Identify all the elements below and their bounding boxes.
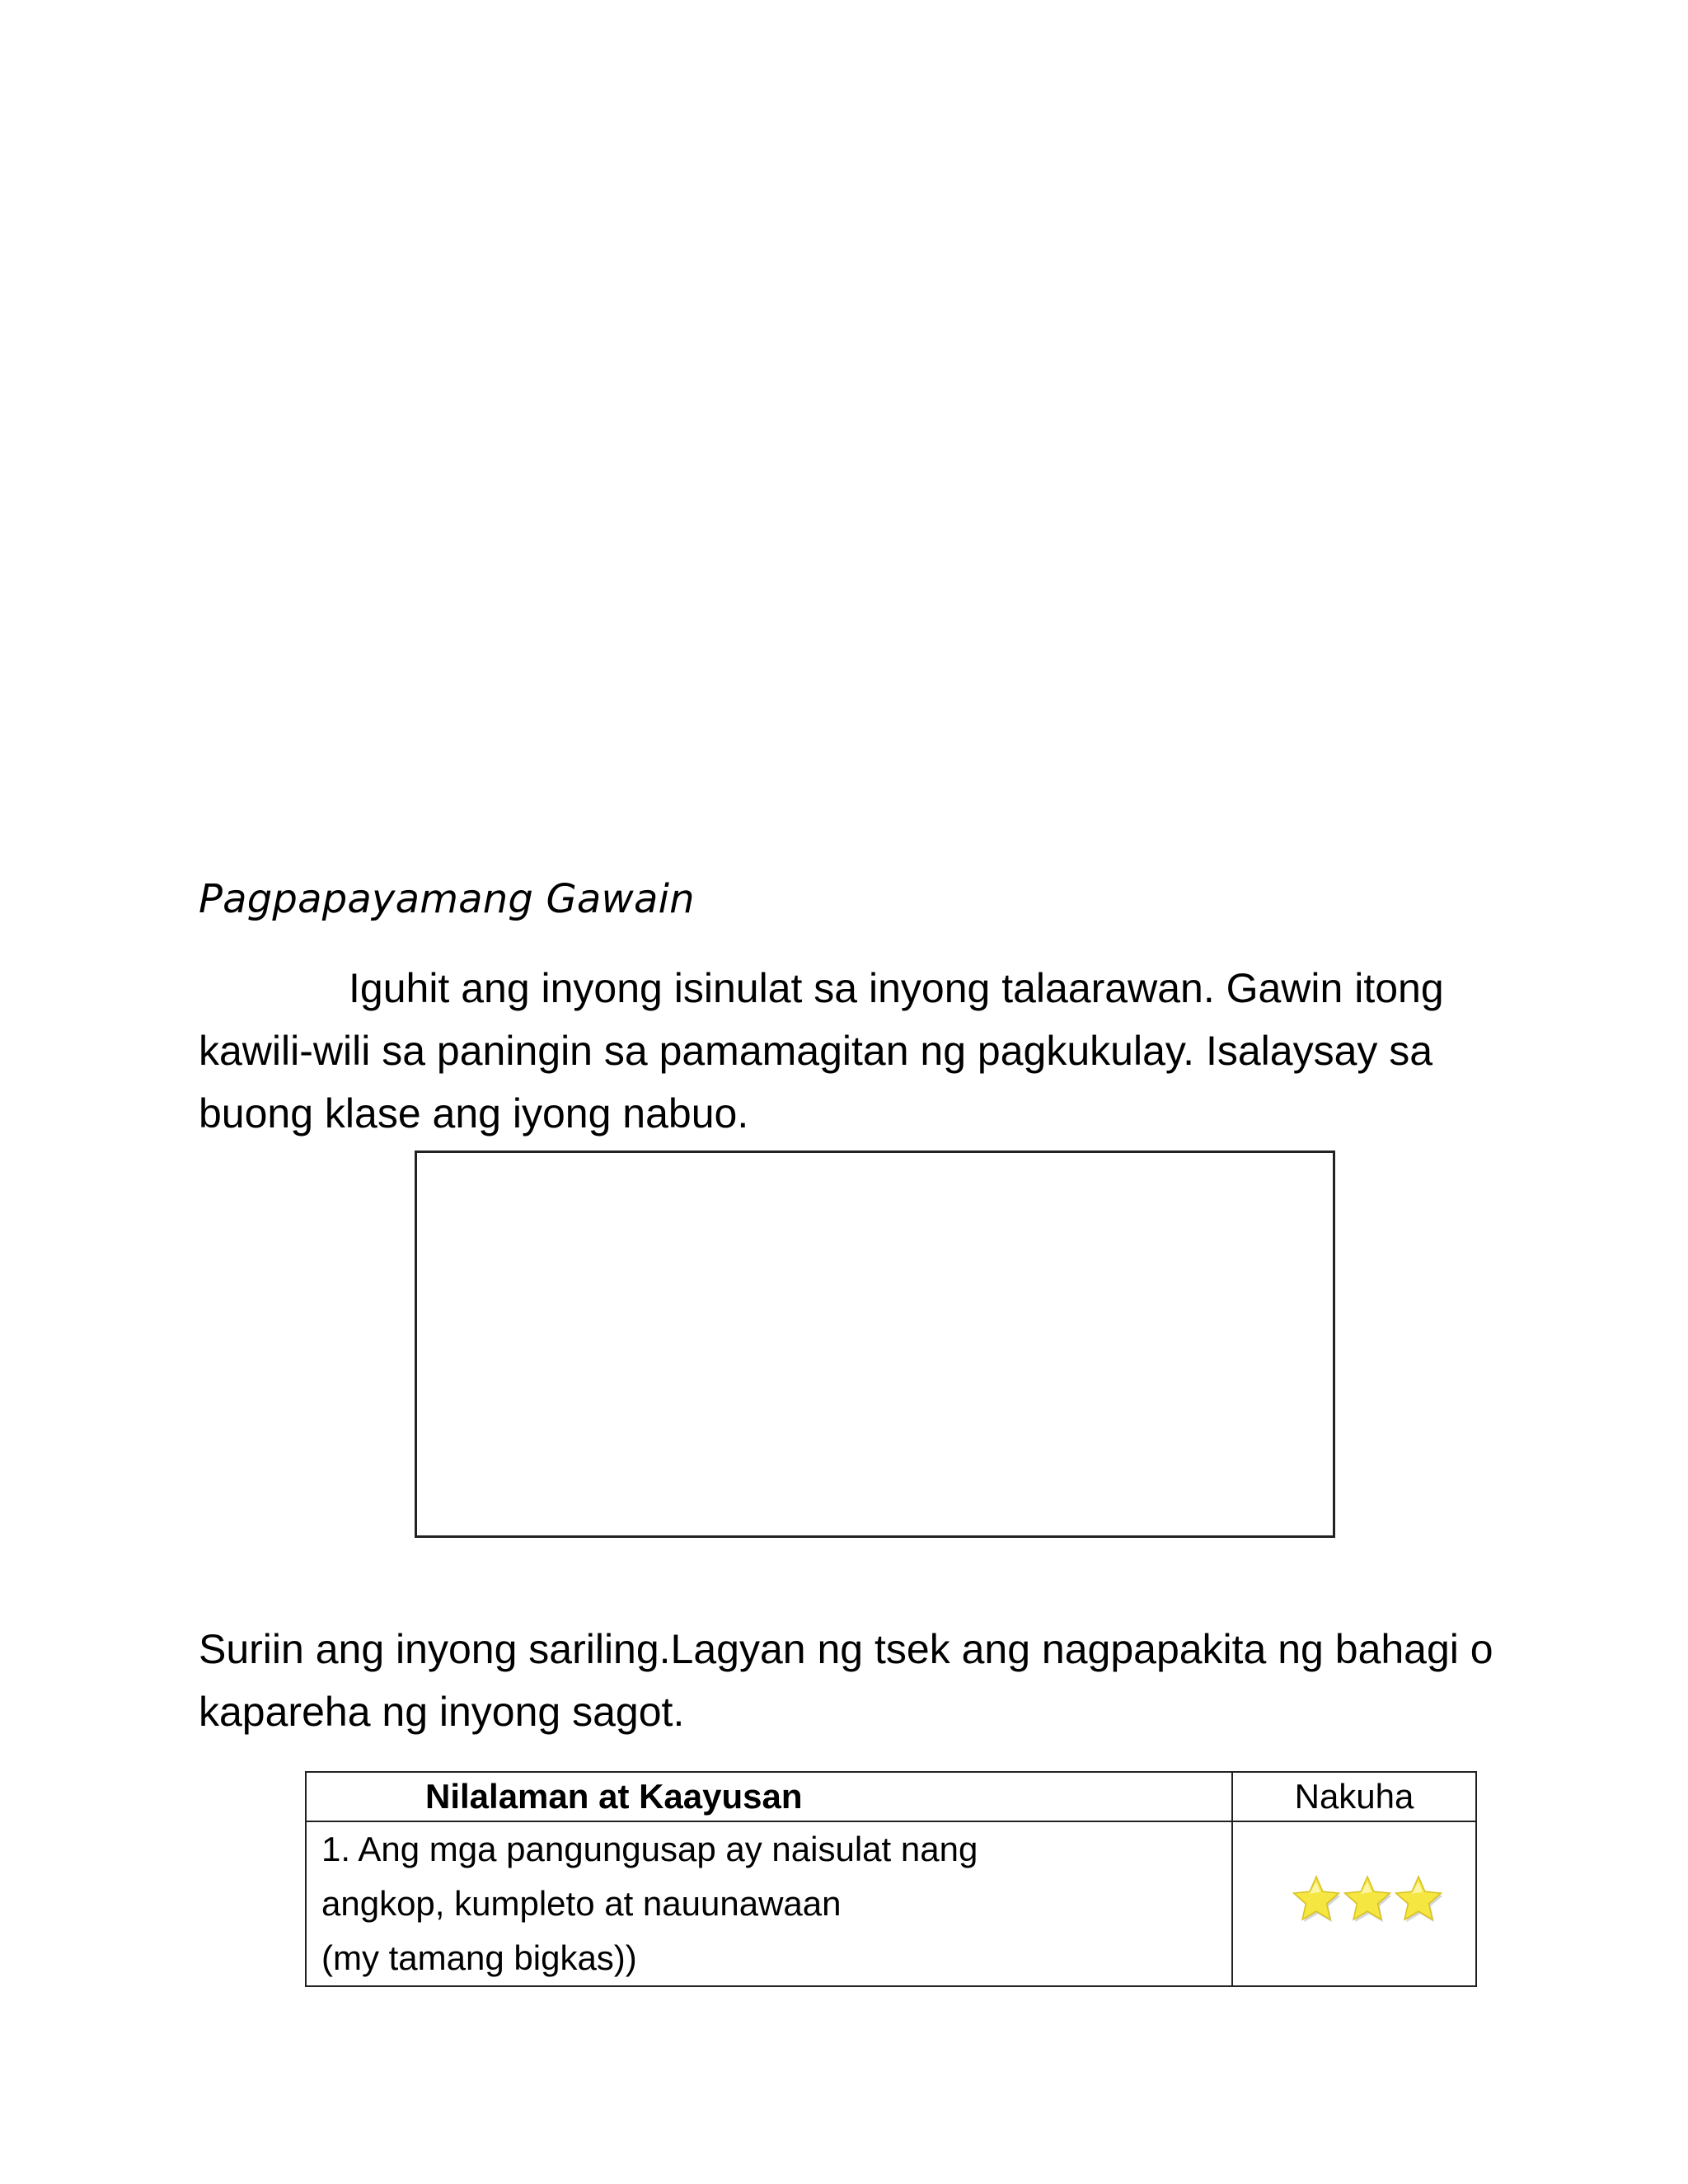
criteria-line-3: (my tamang bigkas)) xyxy=(321,1938,637,1977)
instruction-line-2: kawili-wili sa paningin sa pamamagitan ng pagkukulay. Isalaysay sa xyxy=(199,1028,1433,1074)
instruction-line-1: Iguhit ang inyong isinulat sa inyong talaarawan. Gawin itong xyxy=(349,965,1444,1011)
drawing-box xyxy=(415,1151,1335,1538)
star-icon xyxy=(1342,1874,1393,1925)
rubric-table xyxy=(305,1771,1477,1987)
table-row xyxy=(306,1821,1476,1986)
rubric-header-score: Nakuha xyxy=(1232,1772,1476,1821)
star-icon xyxy=(1393,1874,1444,1925)
self-check-paragraph xyxy=(199,1618,1493,1743)
instruction-paragraph xyxy=(199,957,1444,1145)
instruction-line-3: buong klase ang iyong nabuo. xyxy=(199,1090,749,1137)
self-check-line-1: Suriin ang inyong sariling.Lagyan ng tsek ang nagpapakita ng bahagi o xyxy=(199,1626,1493,1672)
star-icon xyxy=(1291,1874,1342,1925)
self-check-line-2: kapareha ng inyong sagot. xyxy=(199,1689,685,1735)
criteria-line-1: 1. Ang mga pangungusap ay naisulat nang xyxy=(321,1830,978,1868)
rubric-header-criteria: Nilalaman at Kaayusan xyxy=(306,1772,1232,1821)
section-heading: Pagpapayamang Gawain xyxy=(199,876,695,922)
criteria-line-2: angkop, kumpleto at nauunawaan xyxy=(321,1884,842,1923)
rubric-score-cell xyxy=(1232,1821,1476,1986)
rubric-header-row xyxy=(306,1772,1476,1821)
star-rating xyxy=(1291,1874,1444,1925)
rubric-criteria-cell xyxy=(306,1821,1232,1986)
